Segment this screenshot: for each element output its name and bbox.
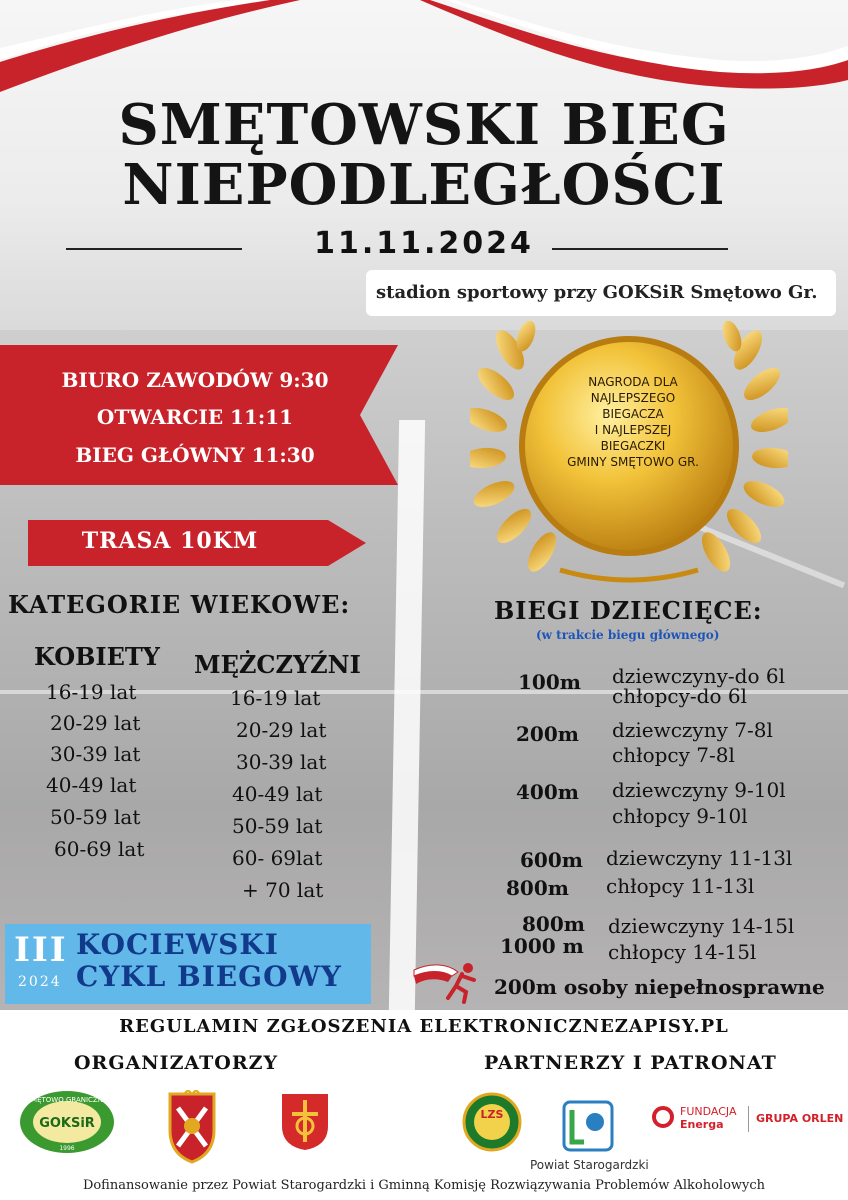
men-age-group: 60- 69lat (232, 846, 323, 870)
route-distance: TRASA 10KM (81, 528, 259, 554)
coat-of-arms-icon (160, 1090, 224, 1166)
schedule-opening: OTWARCIE 11:11 (96, 405, 294, 429)
race-group: chłopcy 14-15l (608, 940, 757, 964)
disabled-race: 200m osoby niepełnosprawne (494, 975, 825, 999)
fundacja-name-line-1: FUNDACJA (680, 1105, 737, 1118)
schedule-main-run: BIEG GŁÓWNY 11:30 (75, 443, 315, 467)
men-age-group: 40-49 lat (232, 782, 323, 806)
kids-races-heading: BIEGI DZIECIĘCE: (494, 596, 763, 625)
goksir-name: GOKSiR (39, 1116, 95, 1131)
lzs-text: LZS (480, 1108, 504, 1121)
registration-info[interactable]: REGULAMIN ZGŁOSZENIA ELEKTRONICZNEZAPISY.PL (119, 1016, 729, 1037)
goksir-year: 1996 (59, 1145, 75, 1152)
men-age-group: 20-29 lat (236, 718, 327, 742)
award-line: BIEGACZKI (600, 439, 666, 453)
race-group: dziewczyny 7-8l (612, 718, 773, 742)
race-distance: 800m (506, 876, 569, 900)
partners-heading: PARTNERZY I PATRONAT (484, 1052, 777, 1074)
race-group: chłopcy-do 6l (612, 684, 747, 708)
race-group: chłopcy 9-10l (612, 804, 748, 828)
goksir-ring-text: SMĘTOWO GRANICZNE (26, 1096, 108, 1104)
orlen-name: GRUPA ORLEN (756, 1112, 844, 1125)
funding-note: Dofinansowanie przez Powiat Starogardzki i Gminną Komisję Rozwiązywania Problemów Alkoholowych (82, 1178, 766, 1193)
powiat-name: Powiat Starogardzki (530, 1158, 649, 1172)
men-age-group: 50-59 lat (232, 814, 323, 838)
men-heading: MĘŻCZYŹNI (194, 650, 361, 679)
series-name-line-1: KOCIEWSKI (76, 928, 279, 961)
fundacja-name-line-2: Energa (680, 1118, 724, 1131)
logo-divider (748, 1106, 749, 1132)
age-categories-heading: KATEGORIE WIEKOWE: (8, 590, 351, 619)
race-distance: 600m (520, 848, 583, 872)
women-heading: KOBIETY (34, 642, 160, 671)
race-distance: 800m (522, 912, 585, 936)
women-age-group: 30-39 lat (50, 742, 141, 766)
race-group: dziewczyny-do 6l (612, 664, 785, 688)
women-age-group: 40-49 lat (46, 773, 137, 797)
runner-icon (412, 958, 484, 1004)
men-age-group: + 70 lat (242, 878, 324, 902)
women-age-group: 16-19 lat (46, 680, 137, 704)
women-age-group: 20-29 lat (50, 711, 141, 735)
award-line: I NAJLEPSZEJ (594, 423, 672, 437)
powiat-logo-icon (562, 1100, 614, 1152)
women-age-group: 60-69 lat (54, 837, 145, 861)
award-line: NAJLEPSZEGO (590, 391, 676, 405)
race-group: chłopcy 11-13l (606, 874, 755, 898)
kids-races-subheading: (w trakcie biegu głównego) (536, 628, 720, 642)
series-roman-numeral: III (14, 930, 68, 970)
men-age-group: 30-39 lat (236, 750, 327, 774)
event-date: 11.11.2024 (314, 226, 534, 261)
gmina-coat-of-arms-icon (280, 1092, 330, 1152)
race-group: dziewczyny 11-13l (606, 846, 793, 870)
men-age-group: 16-19 lat (230, 686, 321, 710)
fundacja-energa-icon (652, 1106, 674, 1128)
organizers-heading: ORGANIZATORZY (74, 1052, 279, 1074)
goksir-logo (18, 1090, 116, 1154)
series-name-line-2: CYKL BIEGOWY (76, 960, 342, 993)
award-line: NAGRODA DLA (588, 375, 678, 389)
event-title-line-2: NIEPODLEGŁOŚCI (122, 152, 726, 218)
event-title-line-1: SMĘTOWSKI BIEG (118, 92, 730, 158)
award-line: BIEGACZA (602, 407, 664, 421)
race-distance: 400m (516, 780, 579, 804)
race-distance: 200m (516, 722, 579, 746)
race-group: dziewczyny 14-15l (608, 914, 795, 938)
series-year: 2024 (18, 974, 62, 990)
race-distance: 100m (518, 670, 581, 694)
race-group: dziewczyny 9-10l (612, 778, 786, 802)
award-text (548, 374, 718, 470)
race-distance: 1000 m (500, 934, 584, 958)
award-line: GMINY SMĘTOWO GR. (567, 455, 699, 469)
race-group: chłopcy 7-8l (612, 743, 735, 767)
event-venue: stadion sportowy przy GOKSiR Smętowo Gr. (376, 282, 818, 303)
lzs-logo (462, 1092, 522, 1152)
schedule-office: BIURO ZAWODÓW 9:30 (61, 368, 329, 392)
women-age-group: 50-59 lat (50, 805, 141, 829)
